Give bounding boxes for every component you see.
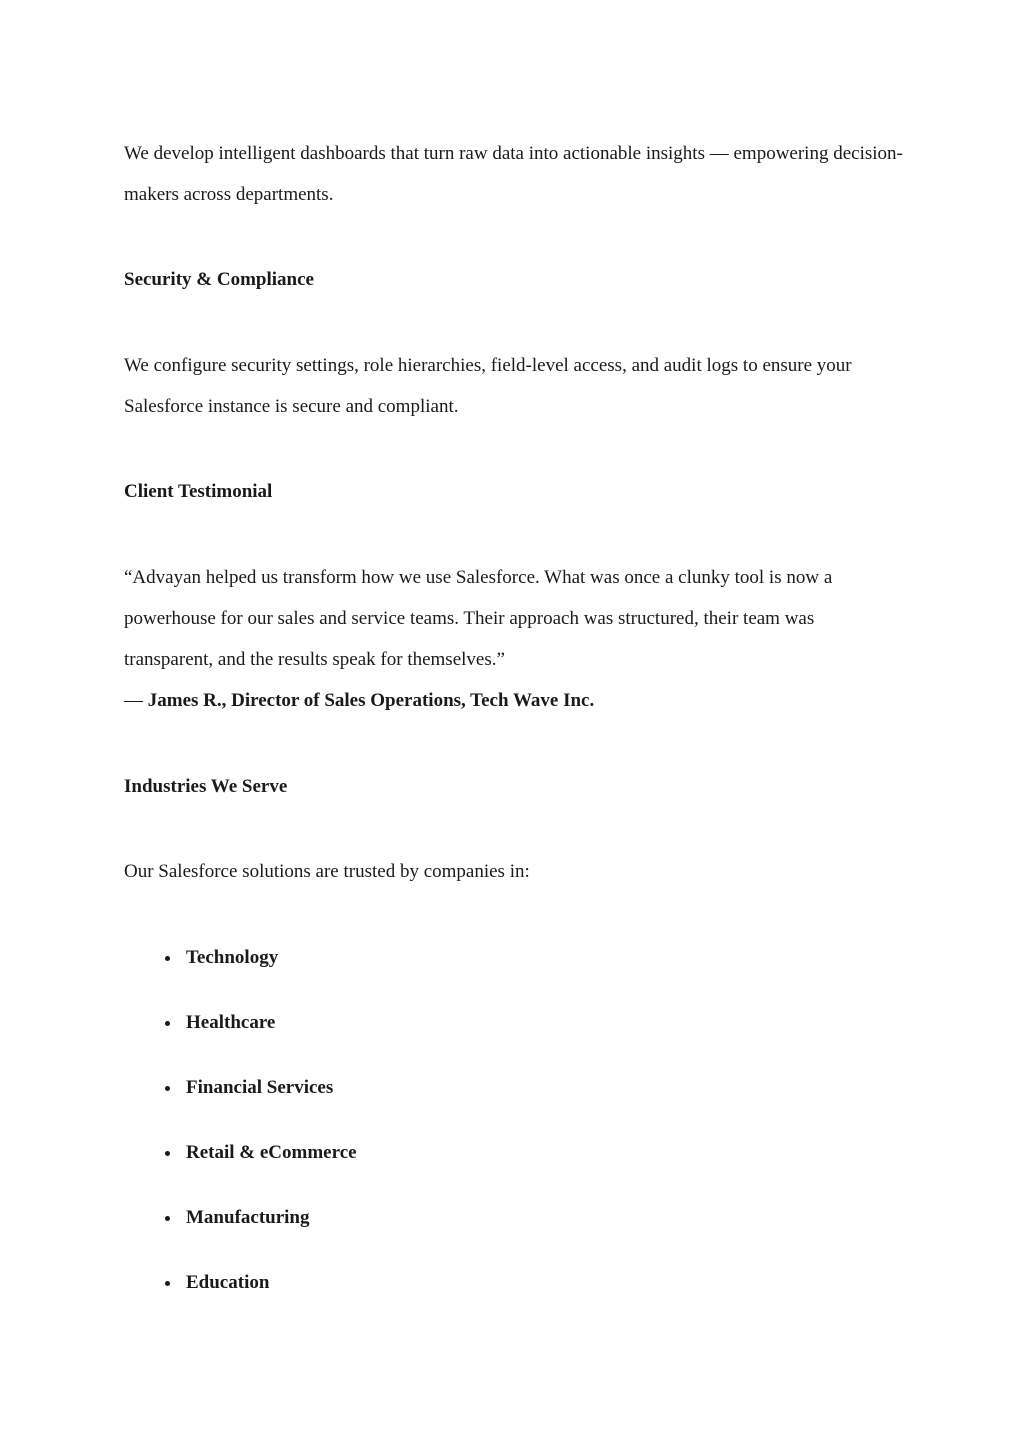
industry-label: Financial Services bbox=[186, 1077, 334, 1098]
industry-label: Healthcare bbox=[186, 1012, 276, 1033]
list-item bbox=[124, 944, 357, 1009]
list-item bbox=[124, 1074, 357, 1139]
bullet-icon bbox=[165, 1151, 170, 1156]
security-compliance-paragraph: We configure security settings, role hierarchies, field-level access, and audit logs to ensure your Salesforce instance is secure and compliant. bbox=[124, 355, 852, 417]
bullet-icon bbox=[165, 1086, 170, 1091]
dashboards-paragraph: We develop intelligent dashboards that turn raw data into actionable insights — empowering decision-makers across departments. bbox=[124, 143, 903, 205]
testimonial-quote: “Advayan helped us transform how we use Salesforce. What was once a clunky tool is now a powerhouse for our sales and service teams. Their approach was structured, their team was transparent, and the results speak for themselves.” bbox=[124, 567, 833, 670]
list-item bbox=[124, 1009, 357, 1074]
industry-label: Retail & eCommerce bbox=[186, 1142, 357, 1163]
attribution-dash: — bbox=[124, 690, 148, 711]
list-item bbox=[124, 1139, 357, 1204]
list-item bbox=[124, 1269, 357, 1334]
industries-intro: Our Salesforce solutions are trusted by companies in: bbox=[124, 861, 530, 882]
testimonial-author: James R., Director of Sales Operations, Tech Wave Inc. bbox=[147, 690, 595, 711]
bullet-icon bbox=[165, 1281, 170, 1286]
industry-label: Manufacturing bbox=[186, 1207, 310, 1228]
industry-label: Education bbox=[186, 1272, 270, 1293]
security-compliance-heading: Security & Compliance bbox=[124, 269, 314, 290]
list-item bbox=[124, 1204, 357, 1269]
industries-list bbox=[124, 944, 357, 1334]
industry-label: Technology bbox=[186, 947, 279, 968]
industries-heading: Industries We Serve bbox=[124, 776, 288, 797]
bullet-icon bbox=[165, 1021, 170, 1026]
testimonial-attribution bbox=[124, 689, 904, 713]
client-testimonial-heading: Client Testimonial bbox=[124, 481, 273, 502]
bullet-icon bbox=[165, 1216, 170, 1221]
bullet-icon bbox=[165, 956, 170, 961]
